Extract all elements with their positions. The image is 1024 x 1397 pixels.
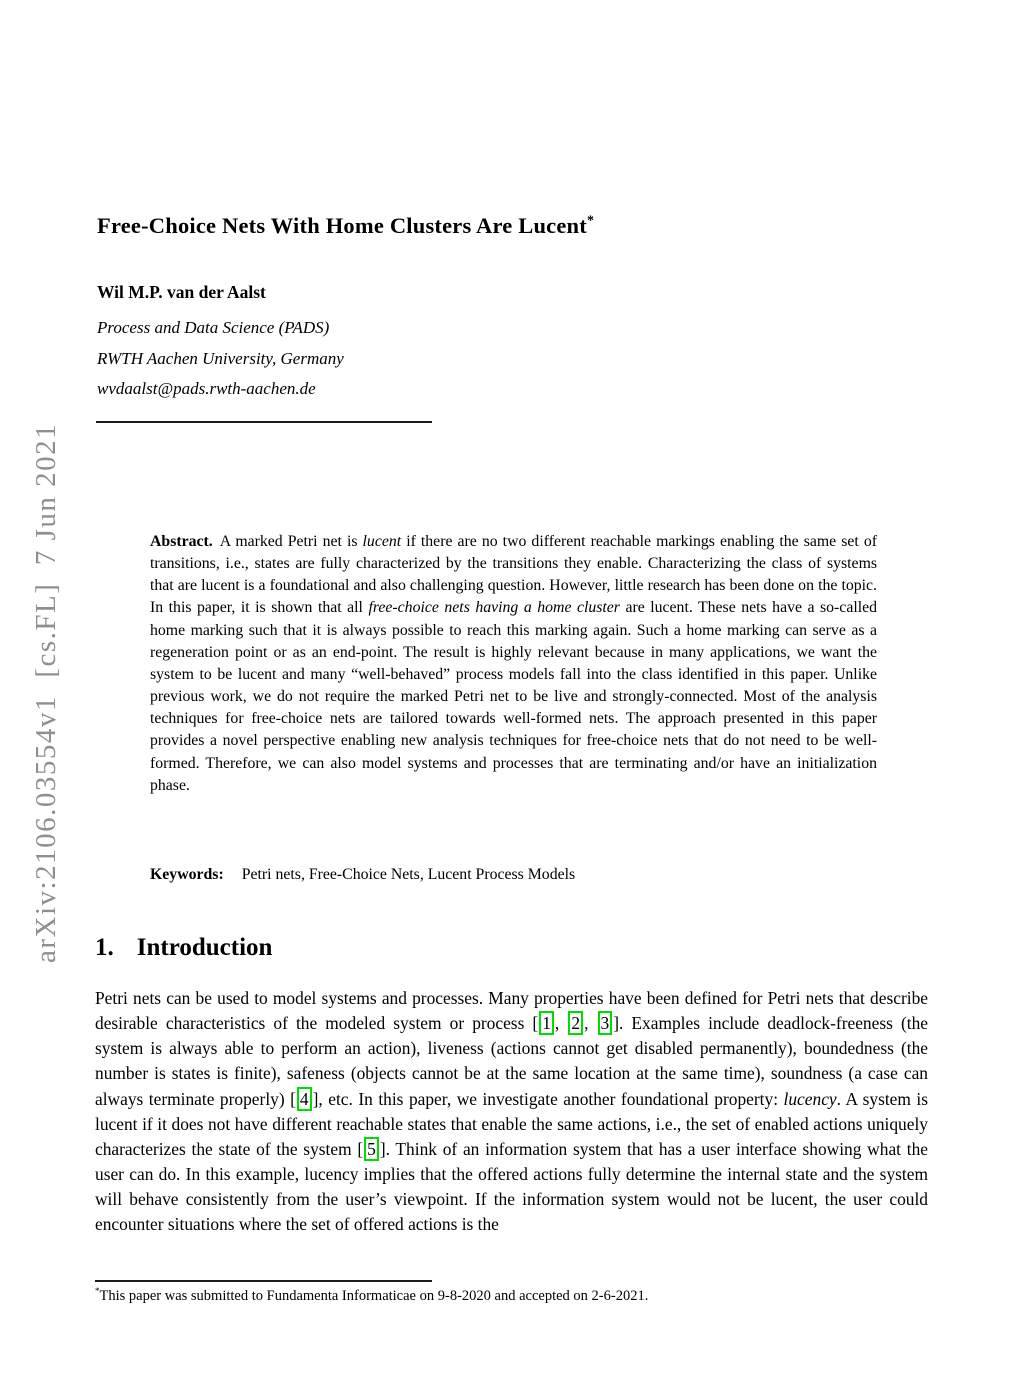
introduction-paragraph: Petri nets can be used to model systems and processes. Many properties have been defined for Petri nets that describe desirable characteristics of the modeled system or process [ 1 , 2 , 3 ]. Examples include deadlock-freeness (the system is always able to perform an action), liveness (actions cannot get disabled permanently), boundedness (the number is states is finite), safeness (objects cannot be at the same location at the same time), soundness (a case can always terminate properly) [ 4 ], etc. In this paper, we investigate another foundational property: lucency. A system is lucent if it does not have different reachable states that enable the same actions, i.e., the set of enabled actions uniquely characterizes the state of the system [ 5 ]. Think of an information system that has a user interface showing what the user can do. In this example, lucency implies that the offered actions fully determine the internal state and the system will behave consistently from the user’s viewpoint. If the information system would not be lucent, the user could encounter situations where the set of offered actions is the bbox=[95, 988, 928, 1235]
abstract-paragraph bbox=[150, 531, 877, 797]
citation-link[interactable]: 5 bbox=[364, 1137, 379, 1161]
keywords-label: Keywords: bbox=[150, 866, 224, 883]
footnote-rule bbox=[95, 1280, 432, 1282]
affiliation-line-university: RWTH Aachen University, Germany bbox=[97, 348, 344, 368]
author-email: wvdaalst@pads.rwth-aachen.de bbox=[97, 379, 316, 399]
title-block-rule bbox=[96, 421, 432, 423]
citation-link[interactable]: 2 bbox=[568, 1011, 583, 1035]
arxiv-watermark: arXiv:2106.03554v1 [cs.FL] 7 Jun 2021 bbox=[30, 422, 62, 963]
footnote-text: This paper was submitted to Fundamenta Informaticae on 9-8-2020 and accepted on 2-6-2021. bbox=[99, 1287, 649, 1304]
section-heading-introduction bbox=[95, 934, 272, 962]
affiliation-line-department: Process and Data Science (PADS) bbox=[97, 318, 330, 337]
section-number: 1. bbox=[95, 934, 114, 961]
paper-title-text: Free-Choice Nets With Home Clusters Are Lucent bbox=[97, 213, 587, 238]
citation-link[interactable]: 4 bbox=[297, 1087, 312, 1111]
keywords-text: Petri nets, Free-Choice Nets, Lucent Process Models bbox=[241, 866, 576, 883]
keywords-line bbox=[150, 866, 877, 884]
author-name: Wil M.P. van der Aalst bbox=[97, 282, 266, 302]
section-title: Introduction bbox=[136, 934, 273, 961]
paper-title bbox=[97, 213, 594, 239]
abstract-text: A marked Petri net is lucent if there are no two different reachable markings enabling the same set of transitions, i.e., states are fully characterized by the transitions they enable. Characterizing the class of systems that are lucent is a foundational and also challenging question. However, little research has been done on the topic. In this paper, it is shown that all free-choice nets having a home cluster are lucent. These nets have a so-called home marking such that it is always possible to reach this marking again. Such a home marking can serve as a regeneration point or as an end-point. The result is highly relevant because in many applications, we want the system to be lucent and many “well-behaved” process models fall into the class identified in this paper. Unlike previous work, we do not require the marked Petri net to be live and strongly-connected. Most of the analysis techniques for free-choice nets are tailored towards well-formed nets. The approach presented in this paper provides a novel perspective enabling new analysis techniques for free-choice nets that do not need to be well-formed. Therefore, we can also model systems and processes that are terminating and/or have an initialization phase. bbox=[150, 533, 878, 794]
citation-link[interactable]: 3 bbox=[598, 1011, 613, 1035]
citation-link[interactable]: 1 bbox=[539, 1011, 554, 1035]
affiliation-block bbox=[97, 313, 344, 405]
footnote-marker: * bbox=[95, 1286, 100, 1296]
footnote bbox=[95, 1286, 928, 1305]
title-footnote-marker: * bbox=[586, 213, 595, 229]
abstract-label: Abstract. bbox=[150, 533, 213, 550]
